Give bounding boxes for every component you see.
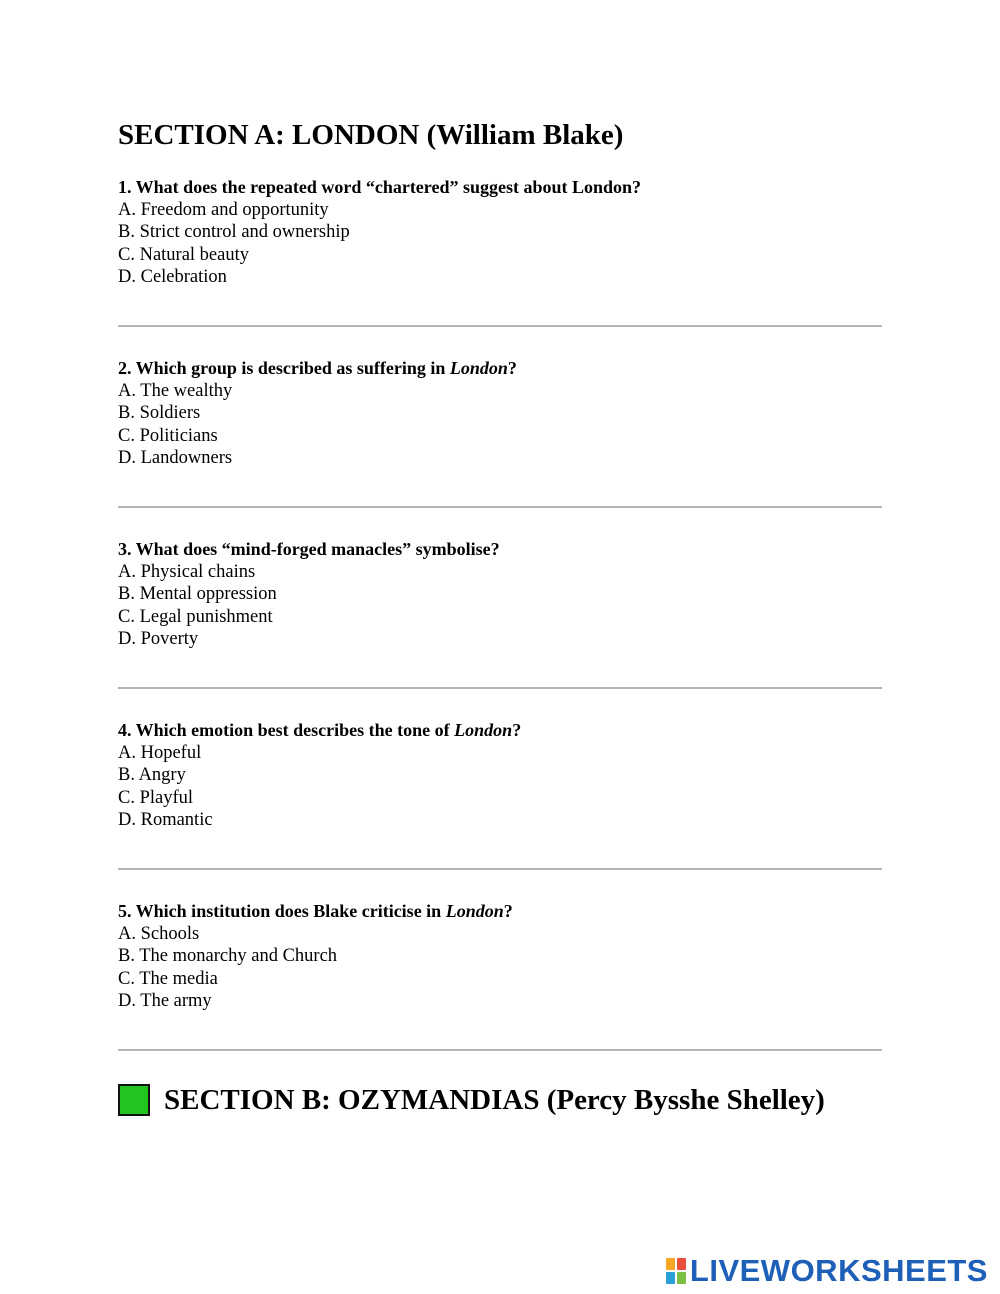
question-text: 1. What does the repeated word “chartered” suggest about London? bbox=[118, 177, 642, 197]
option-b[interactable]: B. Angry bbox=[118, 765, 186, 786]
divider bbox=[118, 868, 882, 870]
option-a[interactable]: A. Hopeful bbox=[118, 742, 202, 763]
option-b[interactable]: B. The monarchy and Church bbox=[118, 946, 338, 967]
question-text: 2. Which group is described as suffering in London? bbox=[118, 358, 517, 378]
option-d[interactable]: D. The army bbox=[118, 991, 212, 1012]
option-c[interactable]: C. Legal punishment bbox=[118, 606, 273, 627]
option-d[interactable]: D. Celebration bbox=[118, 267, 227, 288]
answer-box[interactable] bbox=[118, 1084, 150, 1116]
option-a[interactable]: A. Freedom and opportunity bbox=[118, 199, 329, 220]
logo-text: LIVEWORKSHEETS bbox=[689, 1253, 988, 1288]
option-a[interactable]: A. Schools bbox=[118, 923, 200, 944]
question-text: 3. What does “mind-forged manacles” symbolise? bbox=[118, 539, 500, 559]
option-c[interactable]: C. Politicians bbox=[118, 425, 218, 446]
question-text: 5. Which institution does Blake criticise in London? bbox=[118, 901, 513, 921]
option-a[interactable]: A. The wealthy bbox=[118, 380, 233, 401]
logo-blocks-icon bbox=[666, 1258, 686, 1284]
divider bbox=[118, 506, 882, 508]
divider bbox=[118, 687, 882, 689]
section-a-title: SECTION A: LONDON (William Blake) bbox=[118, 119, 624, 151]
section-b-header bbox=[118, 1083, 825, 1117]
divider bbox=[118, 325, 882, 327]
option-b[interactable]: B. Strict control and ownership bbox=[118, 222, 350, 243]
section-b-title: SECTION B: OZYMANDIAS (Percy Bysshe Shelley) bbox=[164, 1084, 825, 1116]
option-c[interactable]: C. The media bbox=[118, 968, 218, 989]
question-4 bbox=[118, 719, 882, 832]
question-2 bbox=[118, 357, 882, 470]
option-a[interactable]: A. Physical chains bbox=[118, 561, 256, 582]
question-5 bbox=[118, 900, 882, 1013]
divider bbox=[118, 1049, 882, 1051]
question-3 bbox=[118, 538, 882, 651]
option-d[interactable]: D. Landowners bbox=[118, 448, 233, 469]
option-b[interactable]: B. Mental oppression bbox=[118, 584, 277, 605]
option-c[interactable]: C. Playful bbox=[118, 787, 194, 808]
option-d[interactable]: D. Poverty bbox=[118, 629, 199, 650]
option-b[interactable]: B. Soldiers bbox=[118, 403, 201, 424]
option-d[interactable]: D. Romantic bbox=[118, 810, 213, 831]
question-1 bbox=[118, 176, 882, 289]
option-c[interactable]: C. Natural beauty bbox=[118, 244, 249, 265]
liveworksheets-logo bbox=[666, 1253, 988, 1289]
question-text: 4. Which emotion best describes the tone of London? bbox=[118, 720, 522, 740]
